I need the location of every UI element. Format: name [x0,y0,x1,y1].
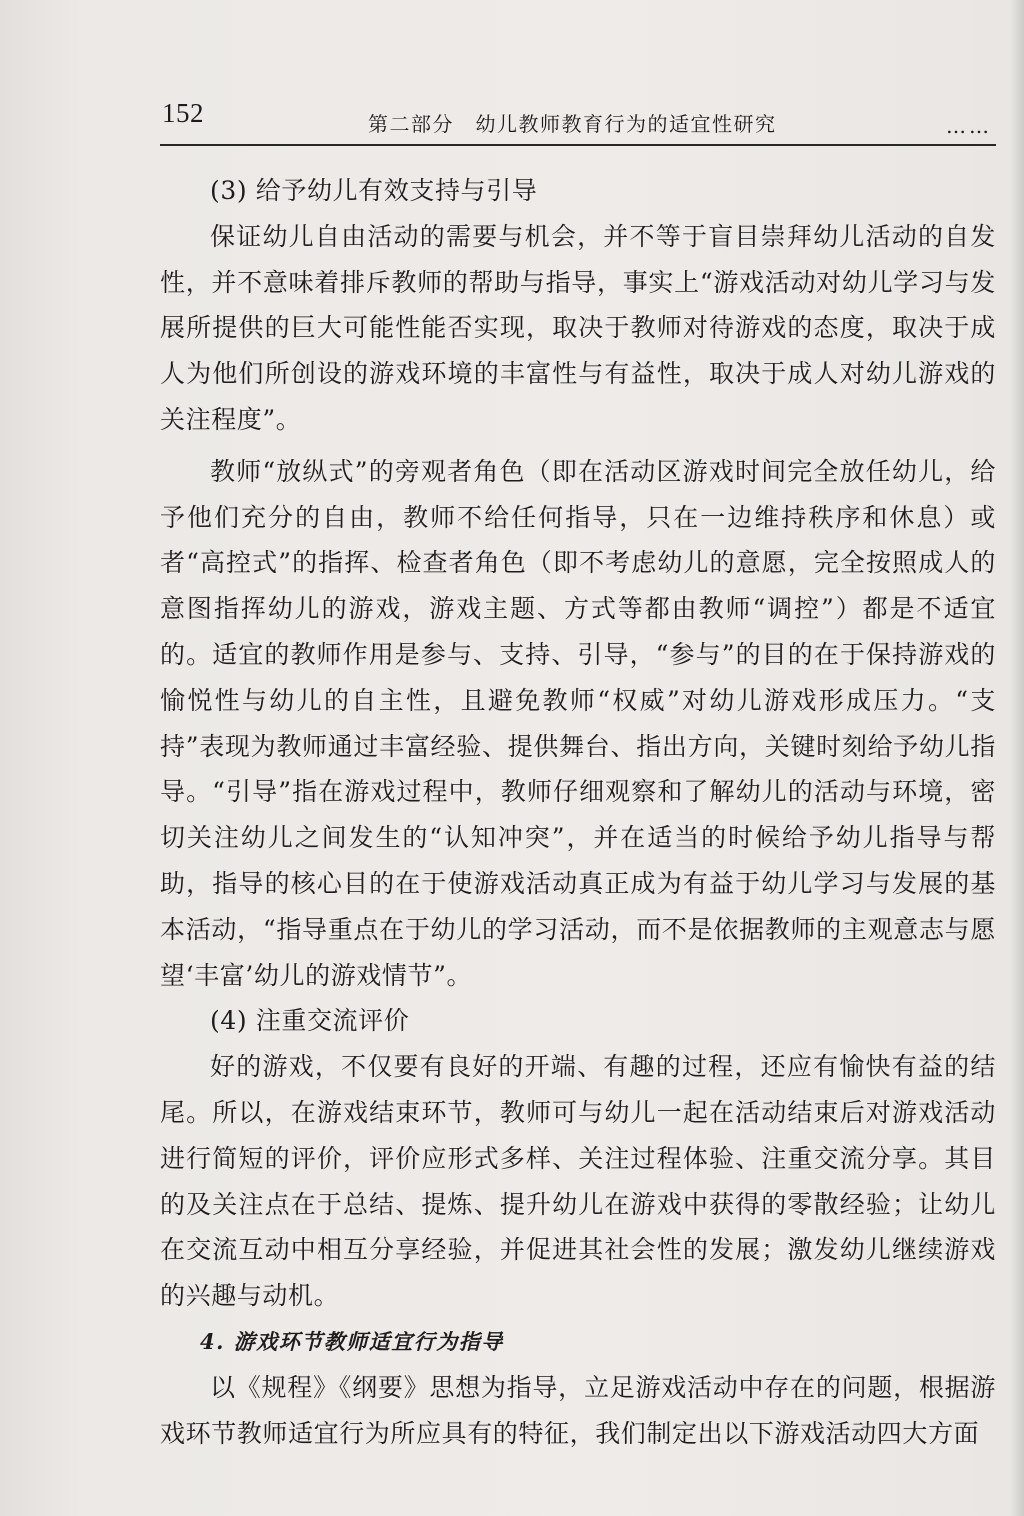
paragraph-3: 好的游戏，不仅要有良好的开端、有趣的过程，还应有愉快有益的结尾。所以，在游戏结束环节，教师可与幼儿一起在活动结束后对游戏活动进行简短的评价，评价应形式多样、关注过程体验、注重交流分享。其目的及关注点在于总结、提炼、提升幼儿在游戏中获得的零散经验；让幼儿在交流互动中相互分享经验，并促进其社会性的发展；激发幼儿继续游戏的兴趣与动机。 [160,1052,996,1311]
subheading-4: (4) 注重交流评价 [210,1006,410,1036]
page-number: 152 [162,98,204,128]
body-text [160,168,996,1456]
paragraph-2: 教师“放纵式”的旁观者角色（即在活动区游戏时间完全放任幼儿，给予他们充分的自由，教师不给任何指导，只在一边维持秩序和休息）或者“高控式”的指挥、检查者角色（即不考虑幼儿的意愿，完全按照成人的意图指挥幼儿的游戏，游戏主题、方式等都由教师“调控”）都是不适宜的。适宜的教师作用是参与、支持、引导，“参与”的目的在于保持游戏的愉悦性与幼儿的自主性，且避免教师“权威”对幼儿游戏形成压力。“支持”表现为教师通过丰富经验、提供舞台、指出方向，关键时刻给予幼儿指导。“引导”指在游戏过程中，教师仔细观察和了解幼儿的活动与环境，密切关注幼儿之间发生的“认知冲突”，并在适当的时候给予幼儿指导与帮助，指导的核心目的在于使游戏活动真正成为有益于幼儿学习与发展的基本活动，“指导重点在于幼儿的学习活动，而不是依据教师的主观意志与愿望‘丰富’幼儿的游戏情节”。 [160,456,996,990]
section-heading-4: 4. 游戏环节教师适宜行为指导 [200,1328,504,1354]
paragraph-1: 保证幼儿自由活动的需要与机会，并不等于盲目崇拜幼儿活动的自发性，并不意味着排斥教师的帮助与指导，事实上“游戏活动对幼儿学习与发展所提供的巨大可能性能否实现，取决于教师对待游戏的态度，取决于成人为他们所创设的游戏环境的丰富性与有益性，取决于成人对幼儿游戏的关注程度”。 [160,221,996,434]
running-head: 第二部分 幼儿教师教育行为的适宜性研究 [368,112,777,136]
paragraph-4: 以《规程》《纲要》思想为指导，立足游戏活动中存在的问题，根据游戏环节教师适宜行为所应具有的特征，我们制定出以下游戏活动四大方面 [160,1372,996,1448]
subheading-3: (3) 给予幼儿有效支持与引导 [210,176,538,205]
page-edge-shadow [1010,0,1024,1516]
header-dots: …… [946,114,992,138]
header-rule [160,144,996,146]
page-header [160,88,992,152]
